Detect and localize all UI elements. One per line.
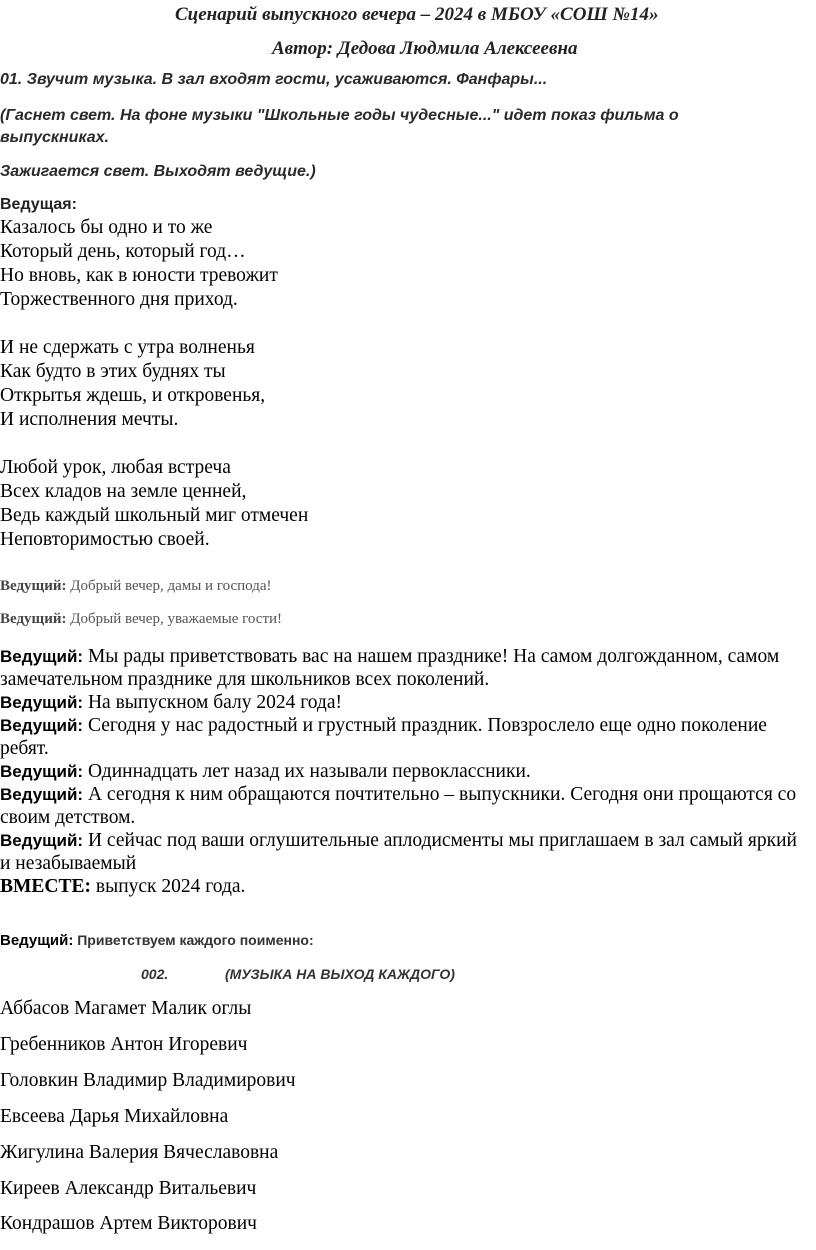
- graduate-name: Киреев Александр Витальевич: [0, 1178, 257, 1199]
- poem-line: Казалось бы одно и то же: [0, 217, 213, 238]
- dialogue-block: [0, 645, 810, 898]
- dialogue-text: Одиннадцать лет назад их называли первоклассники.: [83, 761, 531, 782]
- speaker-label: Ведущий:: [0, 611, 67, 627]
- dialogue-line: [0, 760, 810, 783]
- poem-line: Открытья ждешь, и откровенья,: [0, 385, 266, 406]
- poem-line: Который день, который год…: [0, 241, 246, 262]
- stage-direction-1: 01. Звучит музыка. В зал входят гости, усаживаются. Фанфары...: [0, 71, 548, 88]
- graduate-name: Головкин Владимир Владимирович: [0, 1070, 296, 1091]
- poem-line: Неповторимостью своей.: [0, 529, 210, 550]
- speaker-label: Ведущий:: [0, 932, 74, 949]
- speaker-label: Ведущий:: [0, 716, 84, 735]
- poem-speaker-label: Ведущая:: [0, 196, 77, 213]
- poem-line: Ведь каждый школьный миг отмечен: [0, 505, 309, 526]
- stage-direction-2a: (Гаснет свет. На фоне музыки "Школьные годы чудесные..." идет показ фильма о: [0, 107, 679, 124]
- dialogue-text: И сейчас под ваши оглушительные аплодисменты мы приглашаем в зал самый яркий и незабываемый: [0, 830, 797, 874]
- stage-direction-2b: выпускниках.: [0, 129, 109, 146]
- stage-direction-3: Зажигается свет. Выходят ведущие.): [0, 163, 316, 180]
- music-cue-text: (МУЗЫКА НА ВЫХОД КАЖДОГО): [225, 966, 455, 982]
- speaker-label: Ведущий:: [0, 693, 84, 712]
- dialogue-text: На выпускном балу 2024 года!: [83, 692, 342, 713]
- dialogue-line: [0, 829, 810, 875]
- dialogue-text: Сегодня у нас радостный и грустный праздник. Повзрослело еще одно поколение ребят.: [0, 715, 767, 759]
- together-line: [0, 875, 810, 898]
- speaker-label: Ведущий:: [0, 785, 84, 804]
- poem-line: Как будто в этих буднях ты: [0, 361, 226, 382]
- poem-stanza-1: [0, 216, 278, 312]
- intro-line: [0, 932, 314, 950]
- document-title: Сценарий выпускного вечера – 2024 в МБОУ «СОШ №14»: [175, 4, 659, 25]
- dialogue-line: [0, 645, 810, 691]
- dialogue-line: [0, 691, 810, 714]
- poem-stanza-2: [0, 336, 265, 432]
- speaker-label: Ведущий:: [0, 578, 67, 594]
- poem-line: Любой урок, любая встреча: [0, 457, 231, 478]
- dialogue-text: Мы рады приветствовать вас на нашем празднике! На самом долгожданном, самом замечательном празднике для школьников всех поколений.: [0, 646, 780, 690]
- music-cue-number: 002.: [141, 966, 169, 982]
- poem-line: И исполнения мечты.: [0, 409, 179, 430]
- together-text: выпуск 2024 года.: [91, 876, 246, 897]
- intro-text: Приветствуем каждого поименно:: [73, 932, 314, 948]
- poem-stanza-3: [0, 456, 308, 552]
- greeting-line: [0, 611, 282, 628]
- greeting-text: Добрый вечер, уважаемые гости!: [66, 611, 283, 627]
- document-author: Автор: Дедова Людмила Алексеевна: [272, 38, 578, 59]
- graduate-name: Жигулина Валерия Вячеславовна: [0, 1142, 279, 1163]
- graduate-name: Кондрашов Артем Викторович: [0, 1213, 257, 1234]
- dialogue-line: [0, 783, 810, 829]
- graduate-name: Аббасов Магамет Малик оглы: [0, 998, 252, 1019]
- poem-line: Торжественного дня приход.: [0, 289, 238, 310]
- dialogue-line: [0, 714, 810, 760]
- greeting-line: [0, 578, 272, 595]
- together-label: ВМЕСТЕ:: [0, 876, 92, 897]
- poem-line: Но вновь, как в юности тревожит: [0, 265, 278, 286]
- speaker-label: Ведущий:: [0, 762, 84, 781]
- greeting-text: Добрый вечер, дамы и господа!: [66, 578, 272, 594]
- graduate-name: Евсеева Дарья Михайловна: [0, 1106, 229, 1127]
- speaker-label: Ведущий:: [0, 831, 84, 850]
- dialogue-text: А сегодня к ним обращаются почтительно – выпускники. Сегодня они прощаются со своим детством.: [0, 784, 797, 828]
- poem-line: И не сдержать с утра волненья: [0, 337, 255, 358]
- graduate-name: Гребенников Антон Игоревич: [0, 1034, 248, 1055]
- poem-line: Всех кладов на земле ценней,: [0, 481, 247, 502]
- speaker-label: Ведущий:: [0, 647, 84, 666]
